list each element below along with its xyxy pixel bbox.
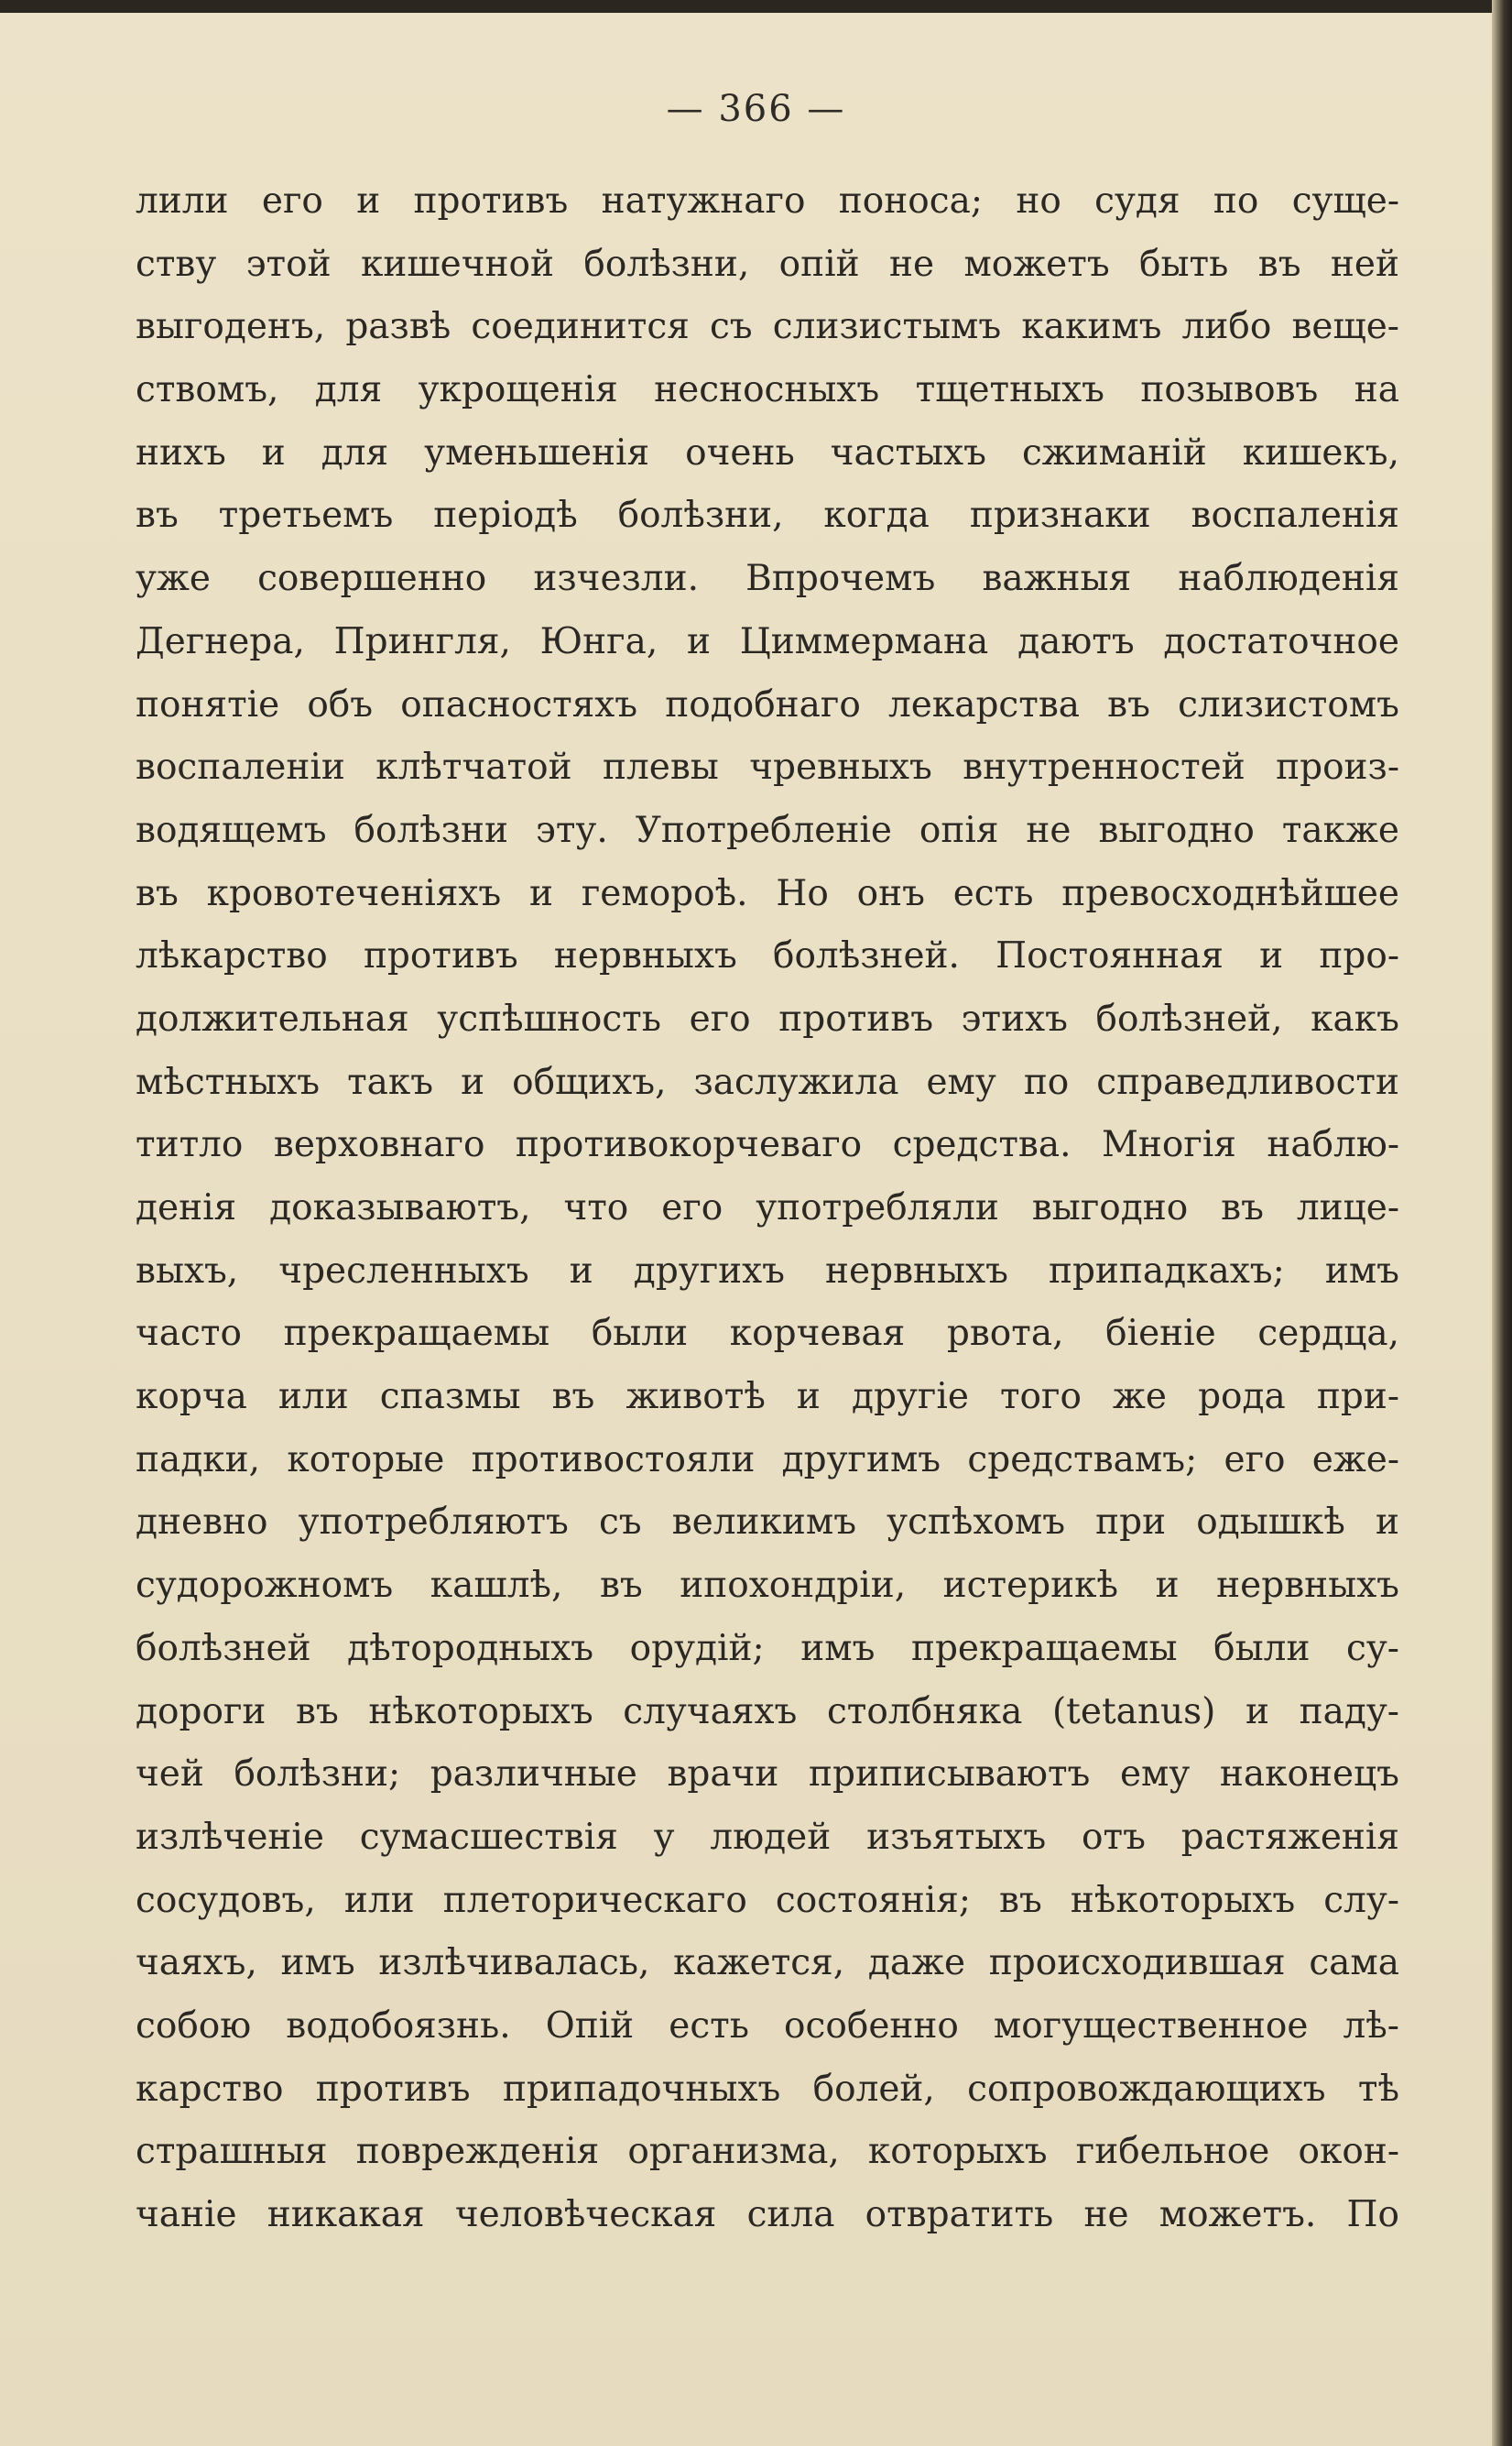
text-line: титло верховнаго противокорчеваго средства. Многія наблю- — [136, 1124, 1399, 1166]
text-line: воспаленіи клѣтчатой плевы чревныхъ внутренностей произ- — [136, 747, 1399, 789]
page-top-edge — [0, 0, 1512, 13]
text-line: выхъ, чресленныхъ и другихъ нервныхъ припадкахъ; имъ — [136, 1250, 1399, 1292]
text-line: собою водобоязнь. Опій есть особенно могущественное лѣ- — [136, 2004, 1399, 2047]
text-line: чаяхъ, имъ излѣчивалась, кажется, даже происходившая сама — [136, 1942, 1399, 1984]
text-line: излѣченіе сумасшествія у людей изъятыхъ отъ растяженія — [136, 1816, 1399, 1858]
text-line: въ третьемъ періодѣ болѣзни, когда признаки воспаленія — [136, 495, 1399, 537]
text-line: часто прекращаемы были корчевая рвота, біеніе сердца, — [136, 1313, 1399, 1355]
text-line: уже совершенно изчезли. Впрочемъ важныя наблюденія — [136, 558, 1399, 600]
text-line: дневно употребляютъ съ великимъ успѣхомъ при одышкѣ и — [136, 1501, 1399, 1544]
text-line: мѣстныхъ такъ и общихъ, заслужила ему по справедливости — [136, 1061, 1399, 1103]
text-line: судорожномъ кашлѣ, въ ипохондріи, истерикѣ и нервныхъ — [136, 1565, 1399, 1607]
page-number: — 366 — — [666, 88, 846, 130]
text-line: лили его и противъ натужнаго поноса; но судя по суще- — [136, 180, 1399, 222]
text-line: дороги въ нѣкоторыхъ случаяхъ столбняка (tetanus) и паду- — [136, 1690, 1399, 1732]
text-line: нихъ и для уменьшенія очень частыхъ сжиманій кишекъ, — [136, 431, 1399, 474]
text-line: денія доказываютъ, что его употребляли выгодно въ лице- — [136, 1187, 1399, 1228]
text-line: выгоденъ, развѣ соединится съ слизистымъ какимъ либо веще- — [136, 306, 1399, 348]
text-line: страшныя поврежденія организма, которыхъ гибельное окон- — [136, 2131, 1399, 2173]
text-line: ствомъ, для укрощенія несносныхъ тщетныхъ позывовъ на — [136, 369, 1399, 411]
text-line: Дегнера, Прингля, Юнга, и Циммермана даютъ достаточное — [136, 620, 1399, 662]
text-line: корча или спазмы въ животѣ и другіе того же рода при- — [136, 1376, 1399, 1418]
text-line: падки, которые противостояли другимъ средствамъ; его еже- — [136, 1438, 1399, 1480]
text-line: чей болѣзни; различные врачи приписываютъ ему наконецъ — [136, 1753, 1399, 1796]
text-line: должительная успѣшность его противъ этихъ болѣзней, какъ — [136, 998, 1399, 1040]
text-line: сосудовъ, или плеторическаго состоянія; въ нѣкоторыхъ слу- — [136, 1879, 1399, 1921]
text-line: болѣзней дѣтородныхъ орудій; имъ прекращаемы были су- — [136, 1627, 1399, 1669]
text-line: карство противъ припадочныхъ болей, сопровождающихъ тѣ — [136, 2068, 1399, 2110]
text-line: понятіе объ опасностяхъ подобнаго лекарства въ слизистомъ — [136, 683, 1399, 726]
body-text — [136, 170, 1399, 2247]
text-line: въ кровотеченіяхъ и гемороѣ. Но онъ есть превосходнѣйшее — [136, 872, 1399, 914]
page-right-edge — [1492, 0, 1512, 2446]
text-line: ству этой кишечной болѣзни, опій не можетъ быть въ ней — [136, 243, 1399, 285]
text-line: чаніе никакая человѣческая сила отвратить не можетъ. По — [136, 2194, 1399, 2235]
text-line: лѣкарство противъ нервныхъ болѣзней. Постоянная и про- — [136, 935, 1399, 977]
text-line: водящемъ болѣзни эту. Употребленіе опія не выгодно также — [136, 809, 1399, 851]
